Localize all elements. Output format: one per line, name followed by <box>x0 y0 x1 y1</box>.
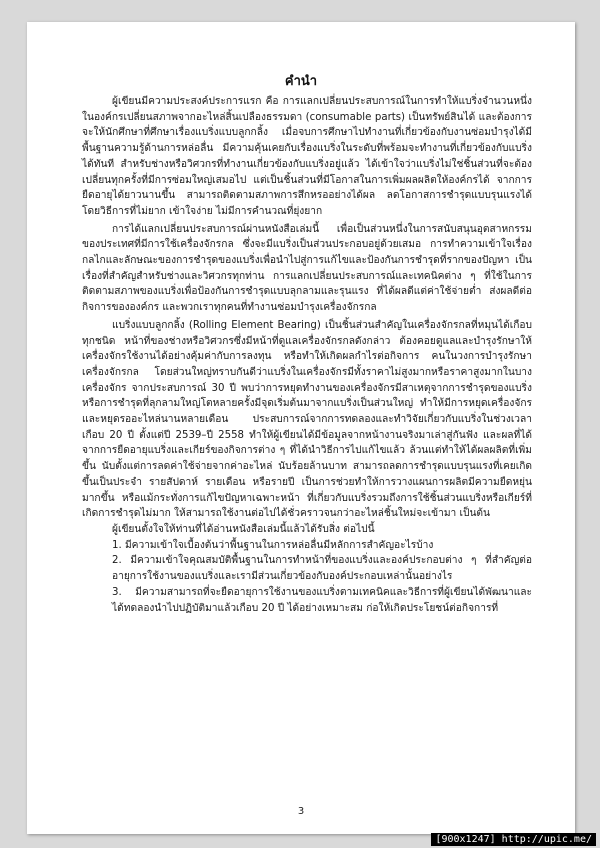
paragraph: การได้แลกเปลี่ยนประสบการณ์ผ่านหนังสือเล่มนี้ เพื่อเป็นส่วนหนึ่งในการสนับสนุนอุตสาหกรรมของประเทศที่มีการใช้เครื่องจักรกล ซึ่งจะมีแบริ่งเป็นส่วนประกอบอยู่ด้วยเสมอ การทำความเข้าใจเรื่องกลไกและลักษณะของการชำรุดของแบริ่งเพื่อนำไปสู่การแก้ไขและป้องกันการชำรุดที่รากของปัญหา เป็นเรื่องที่สำคัญสำหรับช่างและวิศวกรทุกท่าน การแลกเปลี่ยนประสบการณ์และเทคนิคต่าง ๆ ที่ใช้ในการติดตามสภาพของแบริ่งเพื่อป้องกันการชำรุดแบบลุกลามและรุนแรง ที่ได้ผลดีแต่ค่าใช้จ่ายต่ำ ส่งผลดีต่อกิจการขององค์กร และพวกเราทุกคนที่ทำงานซ่อมบำรุงเครื่องจักรกล <box>82 223 532 314</box>
paragraph: แบริ่งแบบลูกกลิ้ง (Rolling Element Bearing) เป็นชิ้นส่วนสำคัญในเครื่องจักรกลที่หมุนได้เกือบทุกชนิด หน้าที่ของช่างหรือวิศวกรซึ่งมีหน้าที่ดูแลเครื่องจักรกลดังกล่าว ต้องคอยดูแลและบำรุงรักษาให้เครื่องจักรใช้งานได้อย่างคุ้มค่ากับการลงทุน หรือทำให้เกิดผลกำไรต่อกิจการ คนในวงการบำรุงรักษาเครื่องจักรกล โดยส่วนใหญ่ทราบกันดีว่าแบริ่งในเครื่องจักรมีทั้งราคาไม่สูงมากหรือราคาสูงมากในบางเครื่องจักร จากประสบการณ์ 30 ปี พบว่าการหยุดทำงานของเครื่องจักรมีสาเหตุจากการชำรุดของแบริ่ง หรือการชำรุดที่ลุกลามใหญ่โตหลายครั้งมีจุดเริ่มต้นมาจากแบริ่งเป็นส่วนใหญ่ ทำให้มีการหยุดเครื่องจักรและหยุดรออะไหล่นานหลายเดือน ประสบการณ์จากการทดลองและทำวิจัยเกี่ยวกับแบริ่งในช่วงเวลาเกือบ 20 ปี ตั้งแต่ปี 2539–ปี 2558 ทำให้ผู้เขียนได้มีข้อมูลจากหน้างานจริงมาเล่าสู่กันฟัง และผลที่ได้จากการยืดอายุแบริ่งและเกียร์ของกิจการต่าง ๆ ที่ได้นำวิธีการไปแก้ไขแล้ว ล้วนแต่ทำให้ได้ผลผลิตที่เพิ่มขึ้น นับตั้งแต่การลดค่าใช้จ่ายจากค่าอะไหล่ นับร้อยล้านบาท สามารถลดการชำรุดแบบรุนแรงที่เคยเกิดขึ้นเป็นประจำ รายสัปดาห์ รายเดือน หรือรายปี เป็นการช่วยทำให้การวางแผนการผลิตมีความยืดหยุ่นมากขึ้น หรือแม้กระทั่งการแก้ไขปัญหาเฉพาะหน้า ที่เกี่ยวกับแบริ่งรวมถึงการใช้ชิ้นส่วนแบริ่งหรือเกียร์ที่เกิดการชำรุดไม่มาก ให้สามารถใช้งานต่อไปได้ชั่วคราวจนกว่าอะไหล่ชิ้นใหม่จะเข้ามา เป็นต้น <box>82 319 532 520</box>
page-title: คำนำ <box>284 74 318 89</box>
list-item: 1. มีความเข้าใจเบื้องต้นว่าพื้นฐานในการหล่อลื่นมีหลักการสำคัญอะไรบ้าง <box>112 539 434 551</box>
paragraph: ผู้เขียนตั้งใจให้ท่านที่ได้อ่านหนังสือเล่มนี้แล้วได้รับสิ่ง ต่อไปนี้ <box>112 523 375 535</box>
paragraph: ผู้เขียนมีความประสงค์ประการแรก คือ การแลกเปลี่ยนประสบการณ์ในการทำให้แบริ่งจำนวนหนึ่งในองค์กรเปลี่ยนสภาพจากอะไหล่สิ้นเปลืองธรรมดา (consumable parts) เป็นทรัพย์สินได้ และต้องการจะให้นักศึกษาที่ศึกษาเรื่องแบริ่งแบบลูกกลิ้ง เมื่อจบการศึกษาไปทำงานที่เกี่ยวข้องกับงานซ่อมบำรุงได้มีพื้นฐานความรู้ด้านการหล่อลื่น มีความคุ้นเคยกับเรื่องแบริ่งในระดับที่พร้อมจะทำงานที่เกี่ยวข้องกับแบริ่งได้ทันที สำหรับช่างหรือวิศวกรที่ทำงานเกี่ยวข้องกับแบริ่งอยู่แล้ว ได้เข้าใจว่าแบริ่งไม่ใช่ชิ้นส่วนที่จะต้องเปลี่ยนทุกครั้งที่มีการซ่อมใหญ่เสมอไป แต่เป็นชิ้นส่วนที่มีโอกาสในการเพิ่มผลผลิตให้องค์กรได้ จากการยืดอายุได้ยาวนานขึ้น สามารถติดตามสภาพการสึกหรออย่างได้ผล ลดโอกาสการชำรุดแบบรุนแรงได้ โดยวิธีการที่ไม่ยาก เข้าใจง่าย ไม่มีการคำนวณที่ยุ่งยาก <box>82 96 532 217</box>
list-item: 3. มีความสามารถที่จะยืดอายุการใช้งานของแบริ่งตามเทคนิคและวิธีการที่ผู้เขียนได้พัฒนาและได้ทดลองนำไปปฏิบัติมาแล้วเกือบ 20 ปี ได้อย่างเหมาะสม ก่อให้เกิดประโยชน์ต่อกิจการที่ <box>112 586 532 614</box>
list-item: 2. มีความเข้าใจคุณสมบัติพื้นฐานในการทำหน้าที่ของแบริ่งและองค์ประกอบต่าง ๆ ที่สำคัญต่ออายุการใช้งานของแบริ่งและเรามีส่วนเกี่ยวข้องกับองค์ประกอบเหล่านั้นอย่างไร <box>112 555 532 583</box>
document-body <box>82 94 532 616</box>
image-host-watermark: [900x1247] http://upic.me/ <box>431 833 596 846</box>
page-number: 3 <box>297 806 305 817</box>
document-page <box>27 22 575 834</box>
